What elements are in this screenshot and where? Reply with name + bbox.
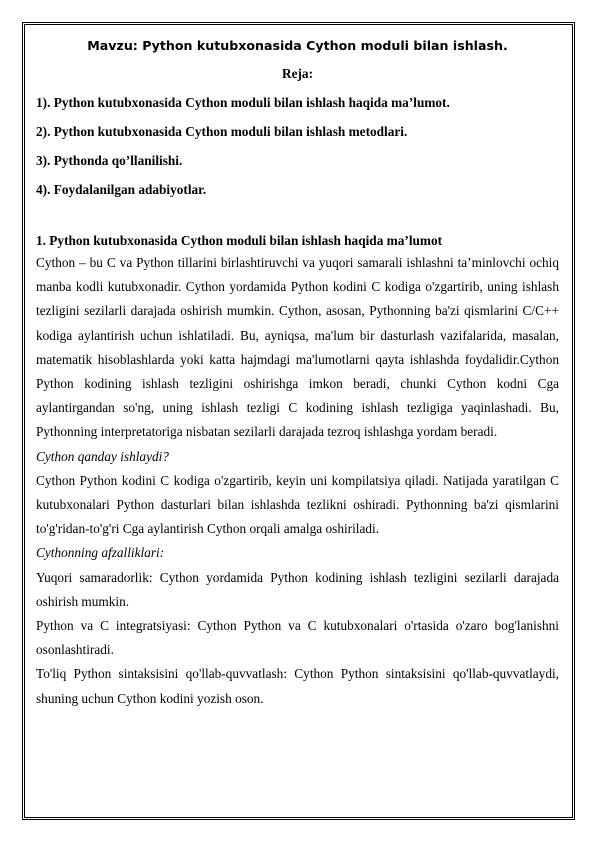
- intro-paragraph: Cython – bu C va Python tillarini birlashtiruvchi va yuqori samarali ishlashni ta’minlovchi ochiq manba kodli kutubxonadir. Cython yordamida Python kodini C kodiga o'zgartirib, uning ishlash tezligini sezilarli darajada oshirish mumkin. Cython, asosan, Pythonning ba'zi qismlarini C/C++ kodiga aylantirish uchun ishlatiladi. Bu, ayniqsa, ma'lum bir dasturlash vazifalarida, masalan, matematik hisoblashlarda yoki katta hajmdagi ma'lumotlarni qayta ishlashda foydalidir.Cython Python kodining ishlash tezligini oshirishga imkon beradi, chunki Cython kodni Cga aylantirgandan so'ng, uning ishlash tezligi C kodining ishlash tezligiga yaqinlashadi. Bu, Pythonning interpretatoriga nisbatan sezilarli darajada tezroq ishlashga yordam beradi.: [36, 255, 559, 440]
- how-it-works-paragraph: Cython Python kodini C kodiga o'zgartirib, keyin uni kompilatsiya qiladi. Natijada yaratilgan C kutubxonalari Python dasturlari bilan ishlashda tezlikni oshiradi. Pythonning ba'zi qismlarini to'g'ridan-to'g'ri Cga aylantirish Cython orqali amalga oshiriladi.: [36, 472, 559, 537]
- plan-item: 4). Foydalanilgan adabiyotlar.: [36, 182, 207, 197]
- plan-item: 3). Pythonda qo’llanilishi.: [36, 153, 183, 168]
- document-title: Mavzu: Python kutubxonasida Cython moduli bilan ishlash.: [87, 38, 508, 53]
- plan-item: 1). Python kutubxonasida Cython moduli bilan ishlash haqida ma’lumot.: [36, 95, 450, 110]
- section-heading: 1. Python kutubxonasida Cython moduli bilan ishlash haqida ma’lumot: [36, 233, 443, 248]
- advantage-item: Yuqori samaradorlik: Cython yordamida Python kodining ishlash tezligini sezilarli darajada oshirish mumkin.: [36, 569, 559, 609]
- advantage-item: Python va C integratsiyasi: Cython Python va C kutubxonalari o'rtasida o'zaro bog'lanishni osonlashtiradi.: [36, 618, 559, 658]
- how-it-works-heading: Cython qanday ishlaydi?: [36, 448, 169, 464]
- plan-item: 2). Python kutubxonasida Cython moduli bilan ishlash metodlari.: [36, 124, 408, 139]
- advantage-item: To'liq Python sintaksisini qo'llab-quvvatlash: Cython Python sintaksisini qo'llab-quvvatlaydi, shuning uchun Cython kodini yozish oson.: [36, 666, 559, 706]
- advantages-heading: Cythonning afzalliklari:: [36, 545, 165, 561]
- document-body: [36, 36, 559, 711]
- plan-list: [36, 93, 559, 200]
- plan-label: Reja:: [281, 66, 313, 81]
